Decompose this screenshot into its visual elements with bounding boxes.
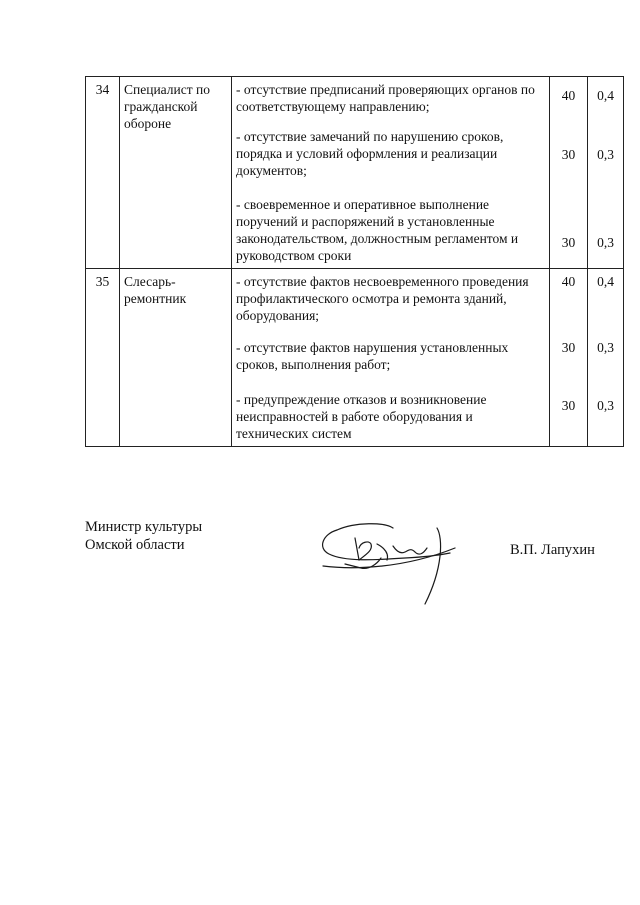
coefficient-value: 0,3 <box>597 235 614 250</box>
signatory-name: В.П. Лапухин <box>510 542 595 558</box>
points-value: 30 <box>561 147 576 162</box>
points-value: 30 <box>561 235 576 250</box>
position-name: Слесарь- ремонтник <box>120 269 232 447</box>
points-value: 40 <box>561 88 576 103</box>
indicator-text: - своевременное и оперативное выполнение поручений и распоряжений в установленные законодательством, должностным регламентом и руководством сроки <box>236 197 519 263</box>
points-value: 30 <box>561 398 576 413</box>
signatory-title <box>85 518 202 554</box>
coefficient-value: 0,4 <box>597 274 614 289</box>
points-cell <box>550 77 588 269</box>
criteria-table <box>85 76 624 447</box>
coefficient-value: 0,4 <box>597 88 614 103</box>
signatory-title-line: Омской области <box>85 537 185 553</box>
table-row <box>86 77 624 269</box>
handwritten-signature <box>315 508 490 608</box>
position-name: Специалист по гражданской обороне <box>120 77 232 269</box>
indicator-text: - отсутствие фактов несвоевременного проведения профилактического осмотра и ремонта зданий, оборудования; <box>236 274 529 323</box>
coefficient-cell <box>588 77 624 269</box>
points-value: 40 <box>561 274 576 289</box>
table-row <box>86 269 624 447</box>
indicator-text: - предупреждение отказов и возникновение неисправностей в работе оборудования и технических систем <box>236 392 487 441</box>
indicators-cell <box>232 269 550 447</box>
indicator-text: - отсутствие предписаний проверяющих органов по соответствующему направлению; <box>236 82 535 114</box>
indicators-cell <box>232 77 550 269</box>
coefficient-value: 0,3 <box>597 147 614 162</box>
coefficient-value: 0,3 <box>597 340 614 355</box>
points-cell <box>550 269 588 447</box>
row-number: 34 <box>86 77 120 269</box>
coefficient-value: 0,3 <box>597 398 614 413</box>
signatory-title-line: Министр культуры <box>85 519 203 535</box>
coefficient-cell <box>588 269 624 447</box>
row-number: 35 <box>86 269 120 447</box>
indicator-text: - отсутствие замечаний по нарушению сроков, порядка и условий оформления и реализации документов; <box>236 129 504 178</box>
indicator-text: - отсутствие фактов нарушения установленных сроков, выполнения работ; <box>236 340 509 372</box>
points-value: 30 <box>561 340 576 355</box>
